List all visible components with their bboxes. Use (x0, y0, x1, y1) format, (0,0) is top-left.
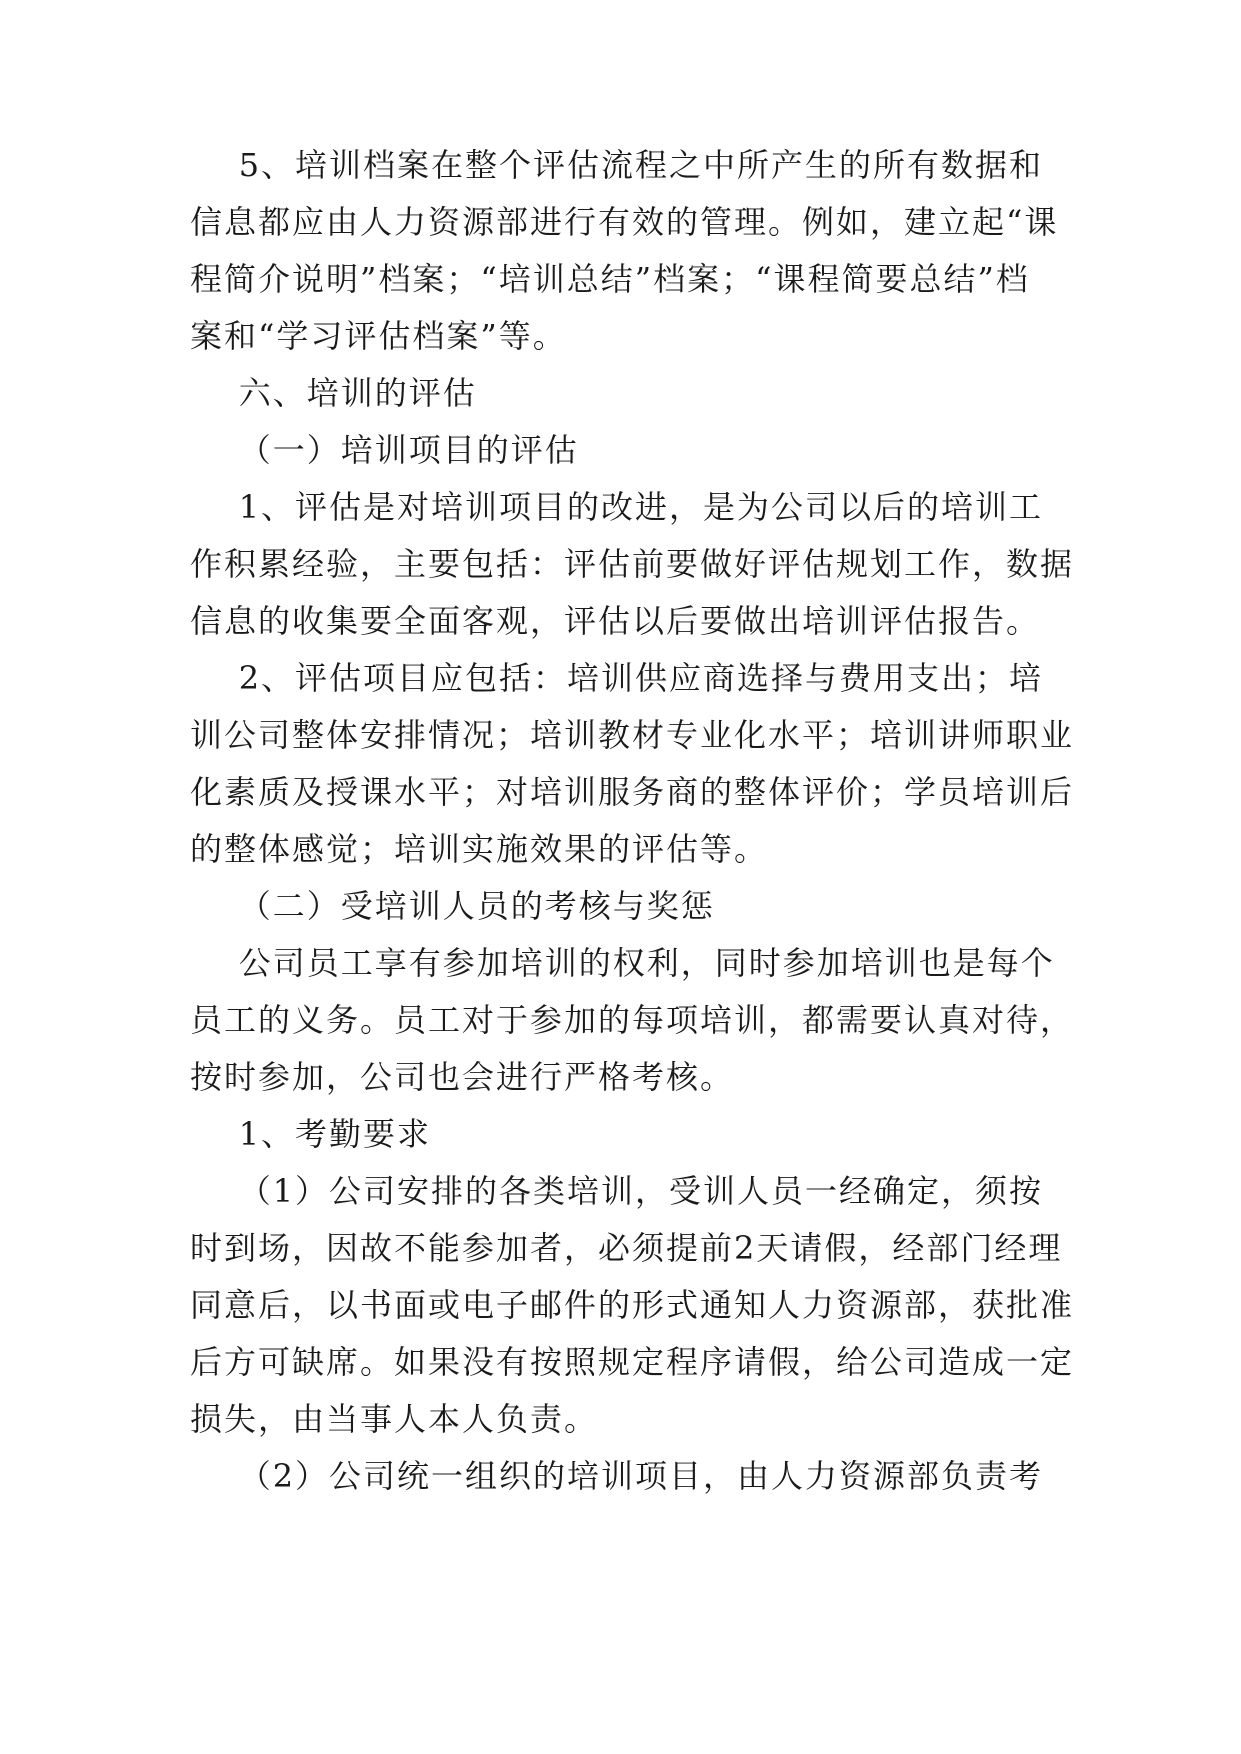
text-line: 训公司整体安排情况；培训教材专业化水平；培训讲师职业 (190, 716, 1075, 754)
text-line: 按时参加，公司也会进行严格考核。 (190, 1058, 735, 1096)
text-line: 同意后，以书面或电子邮件的形式通知人力资源部，获批准 (190, 1286, 1075, 1324)
text-line: 1、评估是对培训项目的改进，是为公司以后的培训工 (190, 488, 1044, 526)
text-line: 2、评估项目应包括：培训供应商选择与费用支出；培 (190, 659, 1044, 697)
text-line: 公司员工享有参加培训的权利，同时参加培训也是每个 (190, 944, 1055, 982)
text-line: 作积累经验，主要包括：评估前要做好评估规划工作，数据 (190, 545, 1075, 583)
text-line: 员工的义务。员工对于参加的每项培训，都需要认真对待， (190, 1001, 1075, 1039)
text-line: （1）公司安排的各类培训，受训人员一经确定，须按 (190, 1172, 1044, 1210)
text-line: 案和“学习评估档案”等。 (190, 317, 567, 355)
text-line: （2）公司统一组织的培训项目，由人力资源部负责考 (190, 1457, 1044, 1495)
text-line: 信息的收集要全面客观，评估以后要做出培训评估报告。 (190, 602, 1041, 640)
text-line: 损失，由当事人本人负责。 (190, 1400, 599, 1438)
subsection-heading: （二）受培训人员的考核与奖惩 (190, 887, 715, 925)
text-line: 5、培训档案在整个评估流程之中所产生的所有数据和 (190, 146, 1044, 184)
text-line: 化素质及授课水平；对培训服务商的整体评价；学员培训后 (190, 773, 1075, 811)
subsection-heading: （一）培训项目的评估 (190, 431, 579, 469)
text-line: 的整体感觉；培训实施效果的评估等。 (190, 830, 769, 868)
item-heading: 1、考勤要求 (190, 1115, 432, 1153)
text-line: 信息都应由人力资源部进行有效的管理。例如，建立起“课 (190, 203, 1059, 241)
text-line: 后方可缺席。如果没有按照规定程序请假，给公司造成一定 (190, 1343, 1075, 1381)
section-heading: 六、培训的评估 (190, 374, 477, 412)
text-line: 时到场，因故不能参加者，必须提前2天请假，经部门经理 (190, 1229, 1063, 1267)
text-line: 程简介说明”档案；“培训总结”档案；“课程简要总结”档 (190, 260, 1030, 298)
